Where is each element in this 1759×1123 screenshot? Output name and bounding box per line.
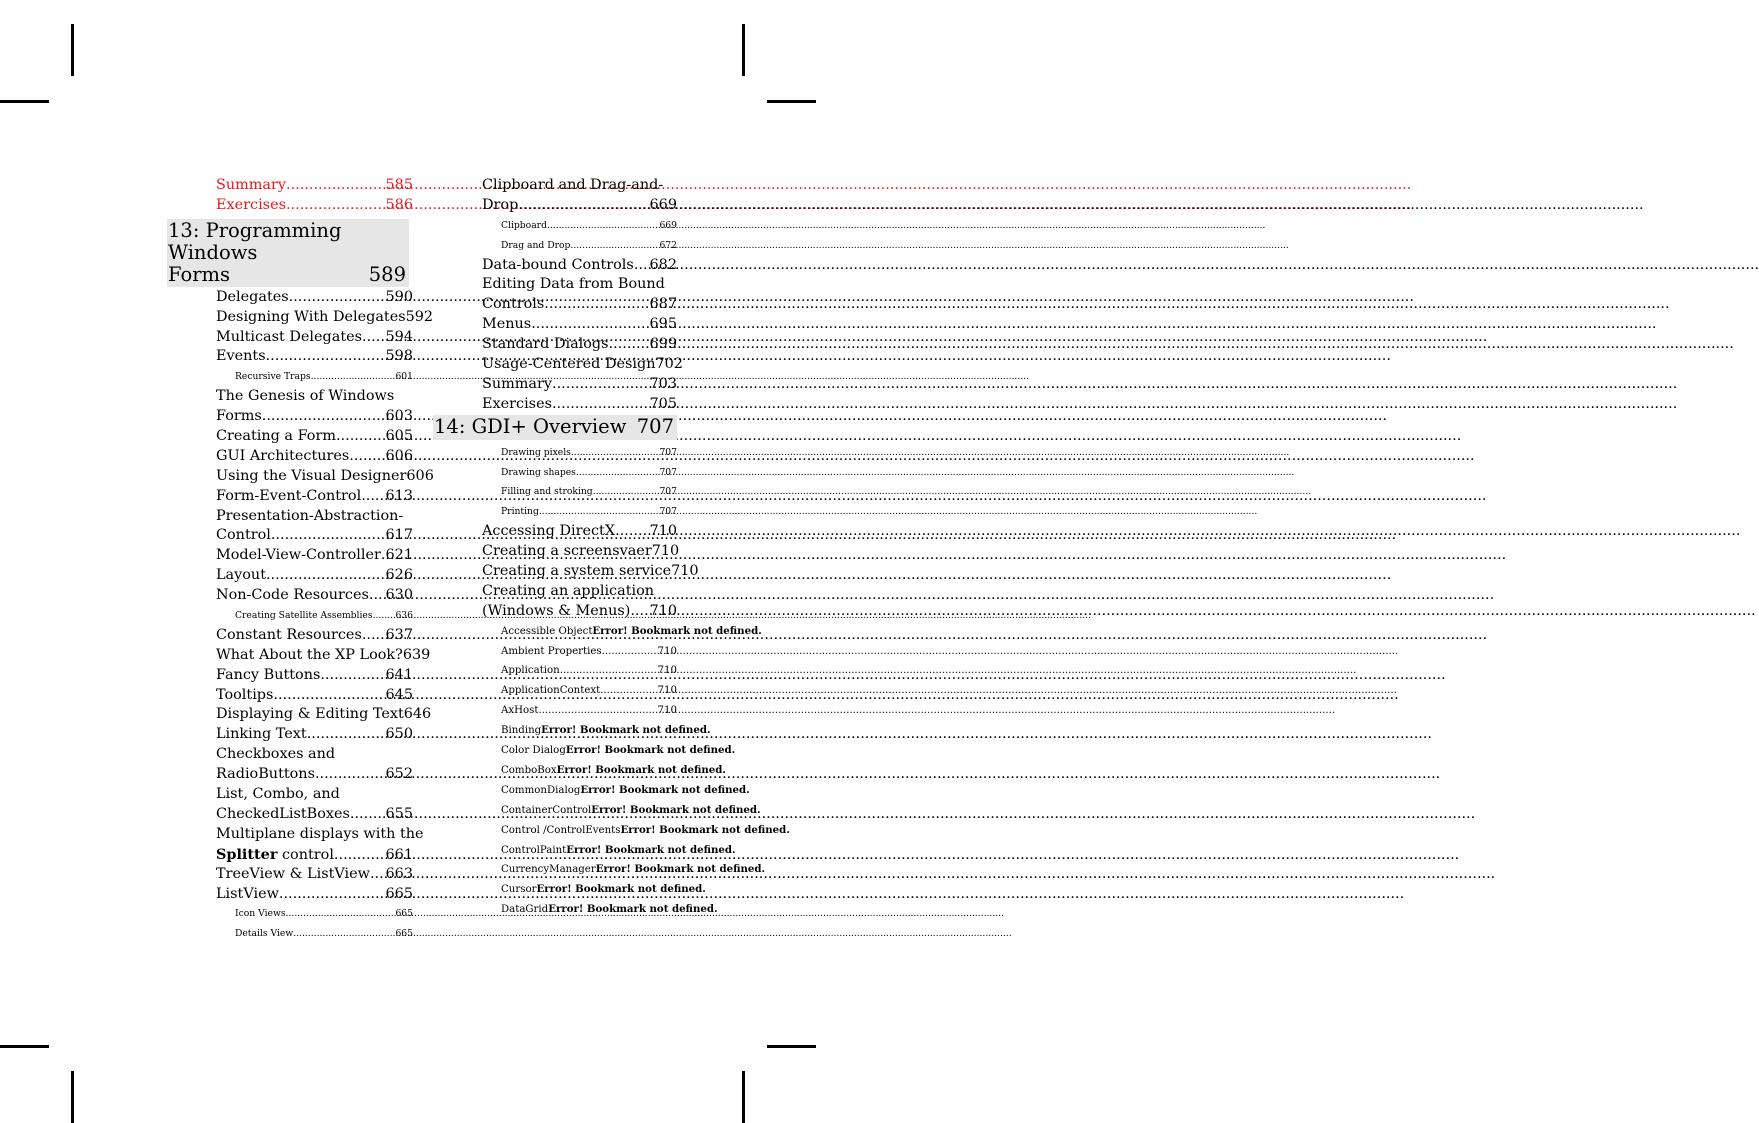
- toc-entry-page: 646: [403, 706, 432, 723]
- toc-entry-label: Filling and stroking: [501, 486, 593, 498]
- toc-entry-label: Application: [501, 665, 560, 677]
- toc-entry-checkboxes-and: [167, 745, 413, 765]
- toc-entry-page: 665: [385, 885, 413, 902]
- toc-leader-dots: [362, 626, 386, 646]
- toc-entry-page: 707: [659, 446, 677, 458]
- toc-leader-dots: [518, 196, 649, 216]
- toc-leader-dots: [262, 407, 386, 427]
- toc-entry-label: Editing Data from Bound: [482, 276, 665, 293]
- toc-entry-fancy-buttons[interactable]: [167, 666, 413, 686]
- toc-entry-page: 592: [405, 308, 434, 325]
- toc-entry-label: Drawing pixels: [501, 446, 571, 458]
- toc-entry-controls[interactable]: [433, 295, 677, 315]
- toc-entry-icon-views[interactable]: [167, 904, 413, 924]
- toc-entry-label: Using the Visual Designer: [216, 467, 407, 484]
- toc-entry-page: 703: [649, 375, 677, 392]
- toc-entry-summary[interactable]: [167, 176, 413, 196]
- toc-entry-page: 621: [385, 547, 413, 564]
- toc-entry-forms[interactable]: [167, 407, 413, 427]
- toc-leader-dots: [539, 502, 660, 522]
- toc-entry-control[interactable]: [167, 526, 413, 546]
- toc-entry-page: 601: [395, 371, 413, 383]
- toc-entry-label: Fancy Buttons: [216, 666, 321, 683]
- toc-entry-label: Layout: [216, 567, 266, 584]
- chapter-title: 13: Programming Windows: [168, 218, 342, 264]
- toc-entry-error: Error! Bookmark not defined.: [595, 863, 766, 876]
- toc-entry-label: CommonDialog: [501, 784, 581, 796]
- toc-entry-binding[interactable]: [433, 721, 711, 741]
- toc-leader-dots: [307, 725, 386, 745]
- toc-entry-label: What About the XP Look?: [216, 646, 403, 663]
- toc-entry-data-bound-controls[interactable]: [433, 256, 677, 276]
- toc-entry-label: Summary: [482, 375, 553, 392]
- toc-entry-label: Linking Text: [216, 726, 307, 743]
- toc-entry-error: Error! Bookmark not defined.: [565, 744, 736, 757]
- chapter-heading-14: [433, 415, 677, 440]
- toc-entry-error: Error! Bookmark not defined.: [536, 883, 706, 896]
- toc-leader-dots: [286, 176, 386, 196]
- toc-entry-label: Clipboard: [501, 219, 547, 231]
- toc-entry-page: 707: [659, 466, 677, 478]
- toc-entry-label: Creating a screensvaer: [482, 543, 652, 560]
- toc-entry-accessing-directx[interactable]: [433, 522, 677, 542]
- toc-leader-dots: [552, 395, 650, 415]
- toc-entry-page: 650: [385, 726, 413, 743]
- toc-entry-the-genesis-of-windows: [167, 387, 413, 407]
- toc-entry-label: Exercises: [482, 395, 552, 412]
- toc-leader-dots: [373, 606, 396, 626]
- toc-entry-constant-resources[interactable]: [167, 626, 413, 646]
- chapter-title: 14: GDI+ Overview: [434, 414, 627, 438]
- toc-entry-presentation-abstraction: [167, 507, 413, 527]
- toc-entry-label: Constant Resources: [216, 626, 362, 643]
- toc-entry-label: Splitter control: [216, 845, 334, 863]
- toc-leader-dots: [334, 846, 386, 866]
- toc-entry-creating-a-form[interactable]: [167, 427, 413, 447]
- toc-entry-standard-dialogs[interactable]: [433, 335, 677, 355]
- toc-entry-axhost[interactable]: [433, 701, 677, 721]
- toc-entry-error: Error! Bookmark not defined.: [541, 724, 711, 737]
- toc-entry-page: 586: [385, 196, 413, 213]
- toc-entry-creating-an-application: [433, 582, 677, 602]
- toc-entry-page: 710: [649, 523, 677, 540]
- toc-entry-error: Error! Bookmark not defined.: [580, 783, 750, 796]
- toc-entry-drawing-pixels[interactable]: [433, 443, 677, 463]
- toc-entry-label: Controls: [482, 296, 545, 313]
- toc-leader-dots: [361, 487, 385, 507]
- toc-entry-datagrid[interactable]: [433, 900, 718, 920]
- toc-entry-currencymanager[interactable]: [433, 860, 766, 880]
- toc-entry-using-the-visual-designer[interactable]: [167, 467, 434, 487]
- toc-left-column: [167, 176, 434, 944]
- toc-entry-page: 645: [385, 686, 413, 703]
- toc-entry-details-view[interactable]: [167, 924, 413, 944]
- toc-entry-label: Recursive Traps: [235, 371, 311, 383]
- toc-entry-layout[interactable]: [167, 566, 413, 586]
- toc-leader-dots: [615, 522, 649, 542]
- toc-leader-dots: [538, 701, 657, 721]
- toc-entry-label: Control /ControlEvents: [501, 824, 621, 836]
- toc-entry-filling-and-stroking[interactable]: [433, 482, 677, 502]
- toc-leader-dots: [286, 196, 386, 216]
- toc-entry-label: CheckedListBoxes: [216, 805, 350, 822]
- toc-entry-label: Accessible Object: [501, 625, 593, 637]
- toc-entry-label: Menus: [482, 316, 532, 333]
- chapter-title-row: [168, 264, 406, 286]
- toc-entry-what-about-the-xp-look[interactable]: [167, 646, 431, 666]
- toc-leader-dots: [552, 375, 650, 395]
- crop-mark-top-right-horizontal: [767, 100, 816, 103]
- toc-entry-page: 663: [385, 865, 413, 882]
- toc-entry-page: 630: [385, 587, 413, 604]
- toc-entry-label: ControlPaint: [501, 844, 567, 856]
- toc-entry-label: CurrencyManager: [501, 864, 596, 876]
- toc-entry-events[interactable]: [167, 347, 413, 367]
- toc-entry-model-view-controller[interactable]: [167, 546, 413, 566]
- toc-entry-label: Drawing shapes: [501, 466, 576, 478]
- toc-entry-gui-architectures[interactable]: [167, 447, 413, 467]
- toc-leader-dots: [576, 463, 660, 483]
- crop-mark-bottom-right: [742, 1071, 745, 1123]
- toc-entry-label: Printing: [501, 506, 539, 518]
- toc-entry-page: 665: [395, 908, 413, 920]
- toc-entry-page: 705: [649, 395, 677, 412]
- toc-entry-label: Clipboard and Drag-and-: [482, 177, 664, 193]
- toc-leader-dots: [289, 288, 386, 308]
- toc-entry-label: Non-Code Resources: [216, 587, 369, 604]
- toc-leader-dots: [560, 661, 658, 681]
- toc-entry-label: Exercises: [216, 196, 286, 213]
- toc-entry-label: DataGrid: [501, 904, 549, 916]
- toc-entry-tooltips[interactable]: [167, 686, 413, 706]
- toc-entry-drag-and-drop[interactable]: [433, 236, 677, 256]
- toc-entry-editing-data-from-bound: [433, 275, 677, 295]
- toc-entry-error: Error! Bookmark not defined.: [620, 823, 790, 836]
- toc-entry-label: ComboBox: [501, 764, 557, 776]
- toc-entry-label: Forms: [216, 408, 262, 425]
- toc-entry-page: 585: [385, 177, 413, 193]
- crop-mark-bottom-left-horizontal: [0, 1045, 49, 1048]
- toc-entry-delegates[interactable]: [167, 288, 413, 308]
- toc-entry-error: Error! Bookmark not defined.: [556, 763, 726, 776]
- toc-entry-drop[interactable]: [433, 196, 677, 216]
- toc-entry-label: Multicast Delegates: [216, 328, 363, 345]
- chapter-title-rest: Forms: [168, 262, 231, 286]
- toc-entry-page: 606: [385, 447, 413, 464]
- toc-leader-dots: [602, 642, 658, 662]
- toc-entry-label: Cursor: [501, 884, 537, 896]
- toc-entry-label: Checkboxes and: [216, 746, 336, 763]
- toc-entry-label: AxHost: [501, 705, 539, 717]
- toc-entry-label: Accessing DirectX: [482, 523, 616, 540]
- toc-entry-label: RadioButtons: [216, 766, 315, 783]
- toc-entry-label: Summary: [216, 177, 287, 193]
- toc-entry-creating-satellite-assemblies[interactable]: [167, 606, 413, 626]
- toc-entry-page: 702: [655, 356, 683, 373]
- toc-entry-page: 617: [385, 527, 413, 544]
- toc-entry-multicast-delegates[interactable]: [167, 328, 413, 348]
- toc-entry-page: 626: [385, 567, 413, 584]
- toc-entry-page: 695: [649, 316, 677, 333]
- toc-entry-page: 710: [657, 665, 677, 677]
- toc-entry-label: Designing With Delegates: [216, 308, 406, 325]
- toc-entry-page: 655: [385, 805, 413, 822]
- toc-entry-page: 590: [385, 288, 413, 305]
- toc-right-column: [433, 176, 790, 920]
- toc-entry-label: List, Combo, and: [216, 786, 340, 803]
- toc-leader-dots: [593, 482, 660, 502]
- toc-entry-creating-a-screensvaer[interactable]: [433, 542, 680, 562]
- toc-entry-page: 672: [659, 239, 677, 251]
- toc-leader-dots: [349, 447, 385, 467]
- toc-entry-control-controlevents[interactable]: [433, 821, 790, 841]
- toc-entry-label: (Windows & Menus): [482, 602, 631, 619]
- toc-entry-page: 594: [385, 328, 413, 345]
- crop-mark-top-right: [742, 24, 745, 76]
- toc-entry-label: Creating a system service: [482, 563, 672, 580]
- toc-entry-windows-menus[interactable]: [433, 602, 677, 622]
- toc-entry-label-bold: Splitter: [216, 845, 278, 863]
- toc-entry-label: Creating an application: [482, 582, 655, 599]
- toc-entry-combobox[interactable]: [433, 761, 726, 781]
- chapter-page: 589: [368, 262, 406, 286]
- toc-leader-dots: [609, 335, 650, 355]
- toc-entry-label: Control: [216, 527, 271, 544]
- toc-entry-page: 682: [649, 256, 677, 273]
- toc-entry-error: Error! Bookmark not defined.: [592, 624, 762, 637]
- toc-entry-creating-a-system-service[interactable]: [433, 562, 699, 582]
- toc-entry-page: 652: [385, 766, 413, 783]
- toc-entry-drawing-shapes[interactable]: [433, 463, 677, 483]
- toc-entry-label: Icon Views: [235, 908, 286, 920]
- toc-leader-dots: [311, 367, 396, 387]
- toc-entry-page: 707: [659, 506, 677, 518]
- toc-entry-label: Ambient Properties: [501, 645, 602, 657]
- toc-entry-label: ContainerControl: [501, 804, 592, 816]
- toc-entry-label: Standard Dialogs: [482, 336, 609, 353]
- toc-entry-non-code-resources[interactable]: [167, 586, 413, 606]
- toc-entry-checkedlistboxes[interactable]: [167, 805, 413, 825]
- toc-entry-page: 637: [385, 626, 413, 643]
- toc-entry-label: Creating a Form: [216, 428, 336, 445]
- toc-entry-label: ApplicationContext: [501, 685, 601, 697]
- toc-entry-controlpaint[interactable]: [433, 841, 736, 861]
- toc-entry-page: 710: [651, 543, 680, 560]
- toc-entry-page: 669: [659, 219, 677, 231]
- toc-leader-dots: [273, 686, 385, 706]
- toc-entry-label: Drop: [482, 196, 519, 213]
- chapter-heading-13: [167, 219, 409, 287]
- toc-entry-page: 605: [385, 428, 413, 445]
- toc-entry-page: 639: [402, 646, 431, 663]
- toc-entry-page: 661: [385, 846, 413, 863]
- toc-entry-error: Error! Bookmark not defined.: [548, 903, 718, 916]
- toc-leader-dots: [350, 805, 386, 825]
- toc-leader-dots: [630, 602, 649, 622]
- toc-entry-label: Binding: [501, 725, 542, 737]
- toc-leader-dots: [315, 765, 386, 785]
- toc-entry-ambient-properties[interactable]: [433, 642, 677, 662]
- toc-entry-page: 710: [649, 602, 677, 619]
- toc-entry-splitter[interactable]: [167, 845, 413, 865]
- toc-entry-treeview-listview[interactable]: [167, 865, 413, 885]
- toc-entry-displaying-editing-text[interactable]: [167, 705, 432, 725]
- toc-entry-application[interactable]: [433, 661, 677, 681]
- toc-entry-label: Usage-Centered Design: [482, 356, 656, 373]
- toc-entry-accessible-object[interactable]: [433, 622, 762, 642]
- toc-entry-page: 710: [657, 705, 677, 717]
- toc-entry-list-combo-and: [167, 785, 413, 805]
- toc-entry-label: Data-bound Controls: [482, 256, 634, 273]
- toc-leader-dots: [320, 666, 385, 686]
- toc-entry-multiplane-displays-with-the: [167, 825, 424, 845]
- toc-entry-color-dialog[interactable]: [433, 741, 736, 761]
- toc-leader-dots: [286, 904, 396, 924]
- toc-entry-label: GUI Architectures: [216, 447, 350, 464]
- toc-entry-page: 641: [385, 666, 413, 683]
- toc-entry-page: 598: [385, 348, 413, 365]
- toc-entry-label: ListView: [216, 885, 279, 902]
- toc-entry-page: 710: [657, 645, 677, 657]
- toc-leader-dots: [279, 885, 386, 905]
- toc-entry-error: Error! Bookmark not defined.: [591, 803, 761, 816]
- toc-leader-dots: [336, 427, 386, 447]
- toc-entry-menus[interactable]: [433, 315, 677, 335]
- toc-entry-exercises[interactable]: [167, 196, 413, 216]
- toc-entry-label: Creating Satellite Assemblies: [235, 610, 373, 622]
- toc-entry-cursor[interactable]: [433, 880, 706, 900]
- toc-entry-page: 687: [649, 296, 677, 313]
- toc-entry-page: 665: [395, 928, 413, 940]
- toc-entry-page: 606: [406, 467, 434, 484]
- toc-entry-form-event-control[interactable]: [167, 487, 413, 507]
- toc-entry-label: Displaying & Editing Text: [216, 706, 404, 723]
- toc-entry-label: Multiplane displays with the: [216, 825, 424, 842]
- crop-mark-bottom-left: [71, 1071, 74, 1123]
- toc-entry-label: Model-View-Controller: [216, 547, 381, 564]
- toc-entry-label: Presentation-Abstraction-: [216, 507, 404, 524]
- toc-entry-exercises[interactable]: [433, 395, 677, 415]
- toc-leader-dots: [271, 526, 386, 546]
- toc-entry-label: Drag and Drop: [501, 239, 571, 251]
- toc-entry-label: Form-Event-Control: [216, 487, 362, 504]
- toc-leader-dots: [362, 328, 386, 348]
- toc-entry-label: TreeView & ListView: [216, 865, 370, 882]
- toc-entry-commondialog[interactable]: [433, 781, 750, 801]
- toc-entry-usage-centered-design[interactable]: [433, 355, 683, 375]
- toc-entry-page: 710: [657, 685, 677, 697]
- toc-leader-dots: [544, 295, 649, 315]
- toc-leader-dots: [531, 315, 649, 335]
- toc-entry-label: Delegates: [216, 288, 289, 305]
- toc-entry-designing-with-delegates[interactable]: [167, 308, 434, 328]
- toc-leader-dots: [600, 681, 657, 701]
- toc-entry-printing[interactable]: [433, 502, 677, 522]
- toc-entry-page: 636: [395, 610, 413, 622]
- crop-mark-top-left-horizontal: [0, 100, 49, 103]
- toc-leader-dots: [370, 865, 386, 885]
- toc-entry-applicationcontext[interactable]: [433, 681, 677, 701]
- toc-entry-page: 669: [649, 196, 677, 213]
- toc-leader-dots: [570, 236, 659, 256]
- toc-entry-page: 699: [649, 336, 677, 353]
- toc-entry-page: 707: [659, 486, 677, 498]
- toc-entry-summary[interactable]: [433, 375, 677, 395]
- toc-entry-clipboard[interactable]: [433, 216, 677, 236]
- toc-entry-linking-text[interactable]: [167, 725, 413, 745]
- toc-entry-page: 613: [385, 487, 413, 504]
- toc-leader-dots: [266, 347, 386, 367]
- toc-leader-dots: [293, 924, 395, 944]
- toc-entry-label: Tooltips: [216, 686, 274, 703]
- toc-entry-label: Events: [216, 348, 266, 365]
- toc-leader-dots: [266, 566, 386, 586]
- toc-entry-listview[interactable]: [167, 885, 413, 905]
- toc-entry-label: The Genesis of Windows: [216, 388, 395, 405]
- toc-entry-page: 603: [385, 408, 413, 425]
- toc-entry-label: Details View: [235, 928, 294, 940]
- toc-leader-dots: [369, 586, 386, 606]
- chapter-page: 707: [636, 414, 674, 438]
- toc-entry-containercontrol[interactable]: [433, 801, 761, 821]
- toc-entry-label: Color Dialog: [501, 745, 566, 757]
- toc-entry-page: 710: [671, 563, 699, 580]
- crop-mark-top-left: [71, 24, 74, 76]
- toc-leader-dots: [571, 443, 660, 463]
- toc-entry-recursive-traps[interactable]: [167, 367, 413, 387]
- toc-entry-clipboard-and-drag-and: [433, 176, 677, 196]
- toc-entry-error: Error! Bookmark not defined.: [566, 843, 736, 856]
- crop-mark-bottom-right-horizontal: [767, 1045, 816, 1048]
- toc-leader-dots: [547, 216, 660, 236]
- toc-entry-radiobuttons[interactable]: [167, 765, 413, 785]
- toc-leader-dots: [634, 256, 650, 276]
